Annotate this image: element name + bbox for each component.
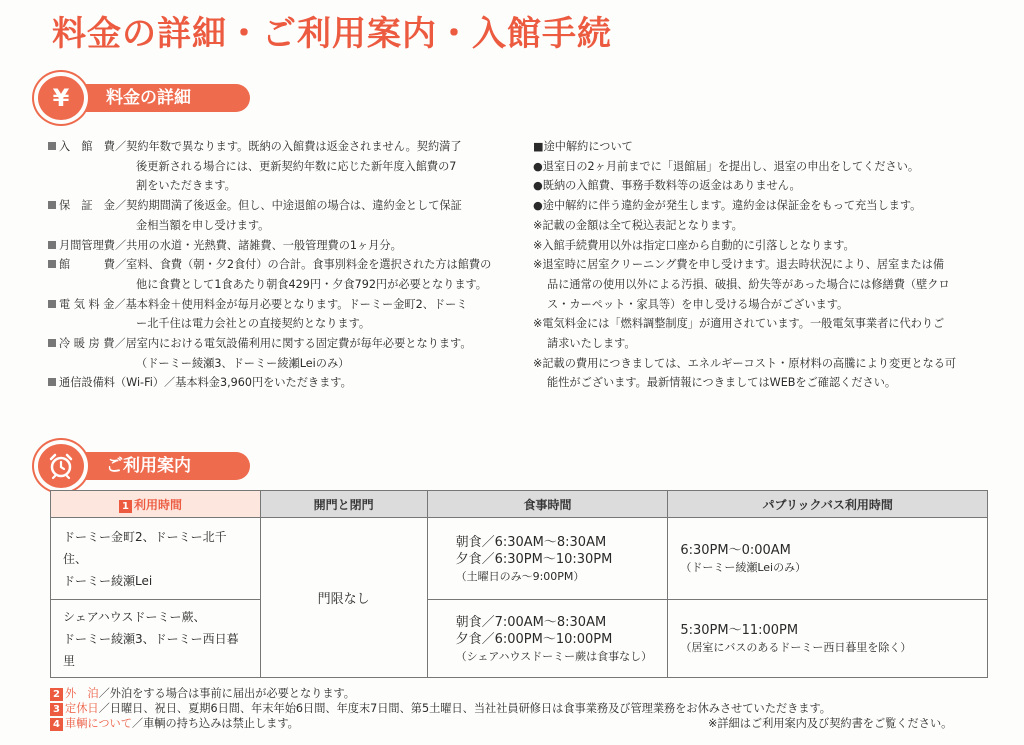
fee-item: [48, 137, 491, 157]
fee-text: ／居室内における電気設備利用に関する固定費が毎年必要となります。: [114, 337, 472, 351]
fee-label: 通信設備料（Wi-Fi）: [59, 376, 165, 390]
usage-section-header: [34, 440, 254, 492]
notice-line: 品に通常の使用以外による汚損、破損、紛失等があった場合には修繕費（壁クロ: [547, 277, 950, 291]
fee-text-continued: 金相当額を申し受けます。: [136, 218, 270, 232]
note-text: ／日曜日、祝日、夏期6日間、年末年始6日間、年度末7日間、第5土曜日、当社社員研修日は食事業務及び管理業務をお休みさせていただきます。: [98, 702, 831, 715]
yen-icon: ¥: [34, 72, 88, 124]
notice-line: ※入館手続費用以外は指定口座から自動的に引落しとなります。: [533, 238, 855, 252]
fee-text: ／基本料金3,960円をいただきます。: [164, 376, 352, 390]
fee-item: [48, 236, 491, 256]
usage-section-title: ご利用案内: [62, 452, 250, 480]
fees-left-column: [48, 137, 491, 393]
usage-time-table: [50, 490, 988, 678]
notice-line: ●既納の入館費、事務手数料等の返金はありません。: [533, 179, 801, 193]
notice-line: ●途中解約に伴う違約金が発生します。違約金は保証金をもって充当します。: [533, 199, 922, 213]
bath-header: パブリックバス利用時間: [668, 491, 988, 518]
fee-text-continued: （ドーミー綾瀬3、ドーミー綾瀬Leiのみ）: [136, 356, 350, 370]
meal-header: 食事時間: [427, 491, 668, 518]
alarm-clock-icon: [34, 440, 88, 492]
notice-line: 能性がございます。最新情報につきましてはWEBをご確認ください。: [547, 376, 897, 390]
bath-time-cell: 5:30PM〜11:00PM （居室にバスのあるドーミー西日暮里を除く）: [668, 600, 988, 678]
fee-item: [48, 196, 491, 216]
note-text: ／外泊をする場合は事前に届出が必要となります。: [98, 687, 355, 700]
page-title: 料金の詳細・ご利用案内・入館手続: [52, 14, 612, 54]
fee-text-continued: 後更新される場合には、更新契約年数に応じた新年度入館費の7: [136, 159, 457, 173]
fee-text: ／契約期間満了後返金。但し、中途退館の場合は、違約金として保証: [114, 199, 462, 213]
table-row: [51, 518, 988, 600]
usage-note: [50, 716, 299, 732]
fee-label: 入 館 費: [59, 140, 115, 153]
fee-item: [48, 295, 491, 315]
usage-time-header: 1 利用時間: [51, 491, 261, 518]
meal-time-cell: 朝食／7:00AM〜8:30AM 夕食／6:00PM〜10:00PM （シェアハウスドーミー蕨は食事なし）: [427, 600, 668, 678]
fee-text: ／共用の水道・光熱費、諸雑費、一般管理費の1ヶ月分。: [114, 238, 402, 252]
fees-section-title: 料金の詳細: [62, 84, 250, 112]
notice-line: ※記載の金額は全て税込表記となります。: [533, 218, 743, 232]
fee-text: ／室料、食費（朝・夕2食付）の合計。食事別料金を選択された方は館費の: [114, 258, 492, 272]
fee-label: 電 気 料 金: [59, 297, 115, 311]
fee-text-continued: 他に食費として1食あたり朝食429円・夕食792円が必要となります。: [136, 277, 487, 291]
note-number: 2: [50, 688, 63, 701]
bath-time-cell: 6:30PM〜0:00AM （ドーミー綾瀬Leiのみ）: [668, 518, 988, 600]
notice-line: ※記載の費用につきましては、エネルギーコスト・原材料の高騰により変更となる可: [533, 356, 957, 370]
note-number: 3: [50, 703, 63, 716]
fee-item: [48, 334, 491, 354]
fee-text: ／契約年数で異なります。既納の入館費は返金されません。契約満了: [114, 140, 462, 153]
usage-note: [50, 686, 355, 702]
fee-text: ／基本料金＋使用料金が毎月必要となります。ドーミー金町2、ドーミ: [114, 297, 468, 311]
table-header-row: [51, 491, 988, 518]
note-label: 車輌について: [65, 717, 132, 730]
fee-label: 保 証 金: [59, 199, 115, 213]
gate-cell: 門限なし: [260, 518, 427, 678]
fee-item: [48, 373, 491, 393]
fee-text-continued: 割をいただきます。: [136, 179, 236, 193]
table-row: [51, 600, 988, 678]
usage-note: [50, 701, 831, 717]
fee-text-continued: ー北千住は電力会社との直接契約となります。: [136, 317, 371, 331]
dorm-names-cell: ドーミー金町2、ドーミー北千住、 ドーミー綾瀬Lei: [51, 518, 261, 600]
fee-label: 冷 暖 房 費: [59, 337, 115, 351]
fees-section-header: [34, 72, 254, 124]
notice-line: ※電気料金には「燃料調整制度」が適用されています。一般電気事業者に代わりご: [533, 317, 945, 331]
notice-line: ス・カーペット・家具等）を申し受ける場合がございます。: [547, 297, 849, 311]
dorm-names-cell: シェアハウスドーミー蕨、 ドーミー綾瀬3、ドーミー西日暮里: [51, 600, 261, 678]
meal-time-cell: 朝食／6:30AM〜8:30AM 夕食／6:30PM〜10:30PM （土曜日のみ〜9:00PM）: [427, 518, 668, 600]
fee-label: 月間管理費: [59, 238, 115, 252]
fee-item: [48, 255, 491, 275]
notice-line: ■途中解約について: [533, 140, 633, 153]
notice-line: ●退室日の2ヶ月前までに「退館届」を提出し、退室の申出をしてください。: [533, 159, 920, 173]
note-label: 定休日: [65, 702, 99, 715]
note-number: 4: [50, 718, 63, 731]
gate-header: 開門と閉門: [260, 491, 427, 518]
fees-right-column: [533, 137, 956, 393]
fee-label: 館 費: [59, 258, 115, 272]
notice-line: ※退室時に居室クリーニング費を申し受けます。退去時状況により、居室または備: [533, 258, 945, 272]
note-label: 外 泊: [65, 687, 99, 700]
footer-note: ※詳細はご利用案内及び契約書をご覧ください。: [708, 717, 953, 730]
notice-line: 請求いたします。: [547, 337, 636, 351]
note-text: ／車輌の持ち込みは禁止します。: [131, 717, 299, 730]
